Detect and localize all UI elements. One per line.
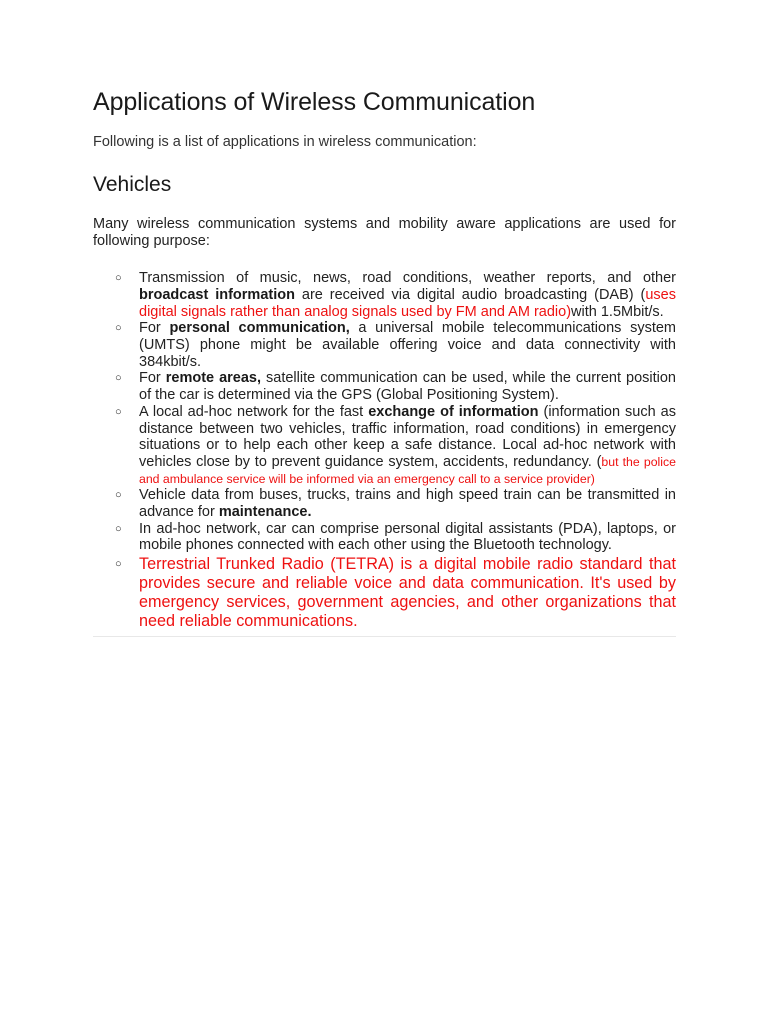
- page-title: Applications of Wireless Communication: [93, 88, 536, 116]
- intro-text: Following is a list of applications in wireless communication:: [93, 134, 477, 150]
- circle-bullet-icon: ○: [115, 522, 122, 535]
- list-item-tetra: ○ Terrestrial Trunked Radio (TETRA) is a digital mobile radio standard that provides secure and reliable voice and data communication. It's used by emergency services, government agencies, and other organizations that need reliable communications.: [115, 555, 676, 630]
- list-item: ○ For personal communication, a universal mobile telecommunications system (UMTS) phone might be available offering voice and data connectivity with 384kbit/s.: [115, 320, 676, 370]
- section-heading-vehicles: Vehicles: [93, 173, 172, 196]
- circle-bullet-icon: ○: [115, 372, 122, 385]
- bold-term: maintenance.: [218, 504, 312, 521]
- divider: [93, 636, 676, 637]
- applications-list: [93, 270, 676, 630]
- bold-term: exchange of information: [368, 403, 539, 420]
- circle-bullet-icon: ○: [115, 322, 122, 335]
- list-item: ○ For remote areas, satellite communication can be used, while the current position of the car is determined via the GPS (Global Positioning System).: [115, 370, 676, 404]
- bold-term: personal communication,: [169, 320, 350, 337]
- circle-bullet-icon: ○: [115, 558, 122, 571]
- bold-term: remote areas,: [165, 370, 262, 387]
- document-page: [93, 86, 676, 637]
- list-item: ○ Transmission of music, news, road conditions, weather reports, and other broadcast information are received via digital audio broadcasting (DAB) (uses digital signals rather than analog signals used by FM and AM radio)with 1.5Mbit/s.: [115, 270, 676, 320]
- section-paragraph: Many wireless communication systems and mobility aware applications are used for following purpose:: [93, 216, 676, 249]
- list-item: ○ Vehicle data from buses, trucks, trains and high speed train can be transmitted in advance for maintenance.: [115, 487, 676, 521]
- circle-bullet-icon: ○: [115, 272, 122, 285]
- circle-bullet-icon: ○: [115, 489, 122, 502]
- circle-bullet-icon: ○: [115, 405, 122, 418]
- red-note: uses digital signals rather than analog signals used by FM and AM radio): [139, 286, 676, 320]
- list-item: ○ A local ad-hoc network for the fast exchange of information (information such as distance between two vehicles, traffic information, road conditions) in emergency situations or to help each other keep a safe distance. Local ad-hoc network with vehicles close by to prevent guidance system, accidents, redundancy. (but the police and ambulance service will be informed via an emergency call to a service provider): [115, 403, 676, 486]
- red-note: but the police and ambulance service will be informed via an emergency call to a service provider): [139, 454, 676, 486]
- bold-term: broadcast information: [139, 286, 295, 303]
- list-item: ○ In ad-hoc network, car can comprise personal digital assistants (PDA), laptops, or mobile phones connected with each other using the Bluetooth technology.: [115, 520, 676, 554]
